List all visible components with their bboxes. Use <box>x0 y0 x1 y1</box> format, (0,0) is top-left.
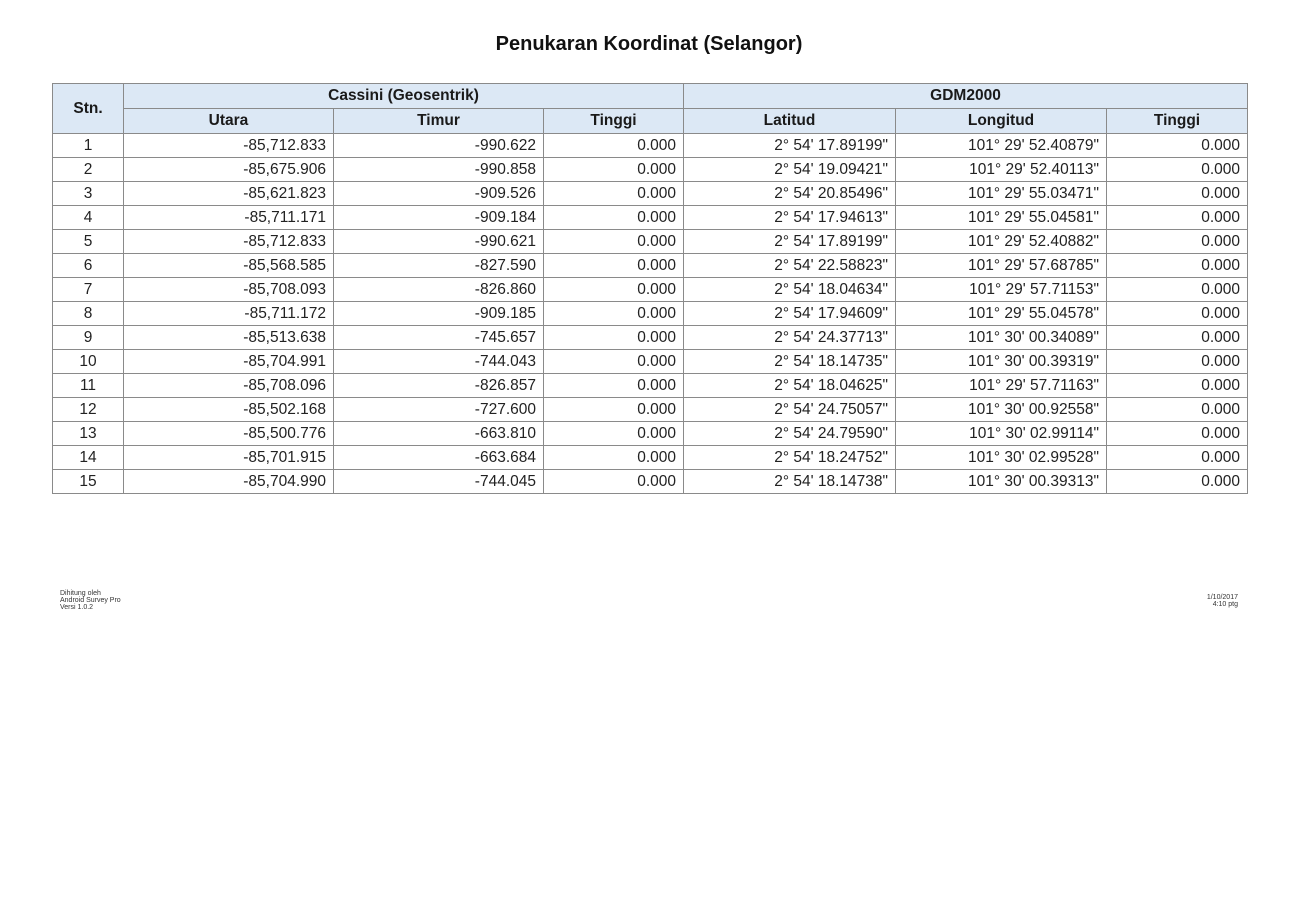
header-tinggi-gdm2000: Tinggi <box>1107 109 1248 134</box>
cell-latitud: 2° 54' 17.94613" <box>684 206 896 230</box>
cell-tinggi-cassini: 0.000 <box>544 230 684 254</box>
table-row <box>53 158 1248 182</box>
cell-utara: -85,711.171 <box>124 206 334 230</box>
cell-latitud: 2° 54' 17.89199" <box>684 134 896 158</box>
cell-timur: -826.860 <box>334 278 544 302</box>
cell-tinggi-gdm2000: 0.000 <box>1107 206 1248 230</box>
table-row <box>53 374 1248 398</box>
cell-latitud: 2° 54' 19.09421" <box>684 158 896 182</box>
table-row <box>53 446 1248 470</box>
cell-latitud: 2° 54' 18.04625" <box>684 374 896 398</box>
cell-stn: 13 <box>53 422 124 446</box>
cell-utara: -85,708.093 <box>124 278 334 302</box>
cell-longitud: 101° 30' 00.39313" <box>896 470 1107 494</box>
cell-latitud: 2° 54' 18.04634" <box>684 278 896 302</box>
footer-left <box>60 590 121 611</box>
cell-latitud: 2° 54' 18.14738" <box>684 470 896 494</box>
cell-latitud: 2° 54' 18.14735" <box>684 350 896 374</box>
cell-tinggi-gdm2000: 0.000 <box>1107 254 1248 278</box>
cell-tinggi-gdm2000: 0.000 <box>1107 230 1248 254</box>
header-stn: Stn. <box>53 84 124 134</box>
footer-right-date: 1/10/2017 <box>1206 594 1238 601</box>
cell-stn: 12 <box>53 398 124 422</box>
cell-stn: 8 <box>53 302 124 326</box>
cell-tinggi-gdm2000: 0.000 <box>1107 470 1248 494</box>
cell-utara: -85,712.833 <box>124 134 334 158</box>
cell-timur: -745.657 <box>334 326 544 350</box>
cell-stn: 11 <box>53 374 124 398</box>
cell-tinggi-cassini: 0.000 <box>544 302 684 326</box>
footer-right-time: 4:10 ptg <box>1212 601 1238 608</box>
cell-longitud: 101° 30' 02.99528" <box>896 446 1107 470</box>
header-utara: Utara <box>124 109 334 134</box>
cell-stn: 5 <box>53 230 124 254</box>
cell-longitud: 101° 29' 55.04581" <box>896 206 1107 230</box>
cell-longitud: 101° 30' 02.99114" <box>896 422 1107 446</box>
cell-utara: -85,621.823 <box>124 182 334 206</box>
cell-timur: -727.600 <box>334 398 544 422</box>
cell-utara: -85,701.915 <box>124 446 334 470</box>
cell-longitud: 101° 29' 55.04578" <box>896 302 1107 326</box>
cell-stn: 10 <box>53 350 124 374</box>
cell-timur: -909.526 <box>334 182 544 206</box>
cell-longitud: 101° 29' 55.03471" <box>896 182 1107 206</box>
cell-stn: 14 <box>53 446 124 470</box>
cell-utara: -85,704.990 <box>124 470 334 494</box>
cell-tinggi-gdm2000: 0.000 <box>1107 134 1248 158</box>
cell-tinggi-gdm2000: 0.000 <box>1107 446 1248 470</box>
cell-tinggi-cassini: 0.000 <box>544 470 684 494</box>
cell-tinggi-cassini: 0.000 <box>544 326 684 350</box>
cell-stn: 9 <box>53 326 124 350</box>
cell-timur: -990.621 <box>334 230 544 254</box>
table-row <box>53 350 1248 374</box>
header-timur: Timur <box>334 109 544 134</box>
cell-utara: -85,711.172 <box>124 302 334 326</box>
cell-longitud: 101° 29' 52.40113" <box>896 158 1107 182</box>
cell-timur: -744.045 <box>334 470 544 494</box>
cell-stn: 1 <box>53 134 124 158</box>
cell-latitud: 2° 54' 17.89199" <box>684 230 896 254</box>
cell-timur: -990.858 <box>334 158 544 182</box>
table-row <box>53 134 1248 158</box>
cell-tinggi-gdm2000: 0.000 <box>1107 158 1248 182</box>
cell-timur: -909.185 <box>334 302 544 326</box>
header-tinggi-cassini: Tinggi <box>544 109 684 134</box>
cell-utara: -85,513.638 <box>124 326 334 350</box>
cell-utara: -85,708.096 <box>124 374 334 398</box>
cell-tinggi-gdm2000: 0.000 <box>1107 326 1248 350</box>
footer-left-line: Dihitung oleh <box>60 590 101 597</box>
cell-tinggi-gdm2000: 0.000 <box>1107 278 1248 302</box>
cell-utara: -85,500.776 <box>124 422 334 446</box>
cell-tinggi-gdm2000: 0.000 <box>1107 182 1248 206</box>
cell-tinggi-cassini: 0.000 <box>544 278 684 302</box>
cell-tinggi-cassini: 0.000 <box>544 254 684 278</box>
cell-tinggi-cassini: 0.000 <box>544 158 684 182</box>
header-longitud: Longitud <box>896 109 1107 134</box>
cell-tinggi-cassini: 0.000 <box>544 398 684 422</box>
cell-timur: -744.043 <box>334 350 544 374</box>
cell-tinggi-cassini: 0.000 <box>544 182 684 206</box>
cell-tinggi-cassini: 0.000 <box>544 134 684 158</box>
table-row <box>53 230 1248 254</box>
cell-tinggi-gdm2000: 0.000 <box>1107 422 1248 446</box>
footer-right <box>1207 594 1238 608</box>
cell-latitud: 2° 54' 22.58823" <box>684 254 896 278</box>
header-group-row <box>53 84 1248 109</box>
cell-latitud: 2° 54' 24.75057" <box>684 398 896 422</box>
cell-utara: -85,502.168 <box>124 398 334 422</box>
cell-stn: 15 <box>53 470 124 494</box>
header-latitud: Latitud <box>684 109 896 134</box>
cell-utara: -85,568.585 <box>124 254 334 278</box>
cell-longitud: 101° 30' 00.39319" <box>896 350 1107 374</box>
cell-longitud: 101° 30' 00.34089" <box>896 326 1107 350</box>
cell-stn: 3 <box>53 182 124 206</box>
table-row <box>53 326 1248 350</box>
cell-tinggi-gdm2000: 0.000 <box>1107 398 1248 422</box>
coordinate-table <box>52 83 1248 494</box>
header-group-gdm2000: GDM2000 <box>684 84 1248 109</box>
cell-longitud: 101° 29' 57.71163" <box>896 374 1107 398</box>
header-group-cassini: Cassini (Geosentrik) <box>124 84 684 109</box>
cell-utara: -85,712.833 <box>124 230 334 254</box>
header-column-row <box>53 109 1248 134</box>
cell-tinggi-gdm2000: 0.000 <box>1107 374 1248 398</box>
cell-latitud: 2° 54' 24.79590" <box>684 422 896 446</box>
cell-tinggi-cassini: 0.000 <box>544 374 684 398</box>
cell-utara: -85,704.991 <box>124 350 334 374</box>
cell-tinggi-gdm2000: 0.000 <box>1107 302 1248 326</box>
cell-timur: -909.184 <box>334 206 544 230</box>
cell-tinggi-gdm2000: 0.000 <box>1107 350 1248 374</box>
table-row <box>53 206 1248 230</box>
table-body <box>53 134 1248 494</box>
cell-longitud: 101° 29' 57.71153" <box>896 278 1107 302</box>
cell-timur: -663.810 <box>334 422 544 446</box>
footer-left-line: Android Survey Pro <box>60 597 121 604</box>
cell-timur: -990.622 <box>334 134 544 158</box>
table-row <box>53 254 1248 278</box>
cell-tinggi-cassini: 0.000 <box>544 206 684 230</box>
table-row <box>53 398 1248 422</box>
cell-tinggi-cassini: 0.000 <box>544 422 684 446</box>
table-row <box>53 182 1248 206</box>
cell-latitud: 2° 54' 24.37713" <box>684 326 896 350</box>
cell-utara: -85,675.906 <box>124 158 334 182</box>
cell-latitud: 2° 54' 17.94609" <box>684 302 896 326</box>
cell-longitud: 101° 30' 00.92558" <box>896 398 1107 422</box>
footer-left-line: Versi 1.0.2 <box>60 604 94 611</box>
cell-stn: 2 <box>53 158 124 182</box>
cell-longitud: 101° 29' 52.40879" <box>896 134 1107 158</box>
cell-stn: 7 <box>53 278 124 302</box>
table-row <box>53 302 1248 326</box>
cell-tinggi-cassini: 0.000 <box>544 350 684 374</box>
cell-stn: 6 <box>53 254 124 278</box>
cell-longitud: 101° 29' 57.68785" <box>896 254 1107 278</box>
table-row <box>53 470 1248 494</box>
cell-timur: -826.857 <box>334 374 544 398</box>
cell-longitud: 101° 29' 52.40882" <box>896 230 1107 254</box>
cell-latitud: 2° 54' 18.24752" <box>684 446 896 470</box>
table-row <box>53 422 1248 446</box>
table-row <box>53 278 1248 302</box>
cell-stn: 4 <box>53 206 124 230</box>
cell-timur: -827.590 <box>334 254 544 278</box>
page-title: Penukaran Koordinat (Selangor) <box>495 33 803 55</box>
cell-tinggi-cassini: 0.000 <box>544 446 684 470</box>
cell-timur: -663.684 <box>334 446 544 470</box>
cell-latitud: 2° 54' 20.85496" <box>684 182 896 206</box>
